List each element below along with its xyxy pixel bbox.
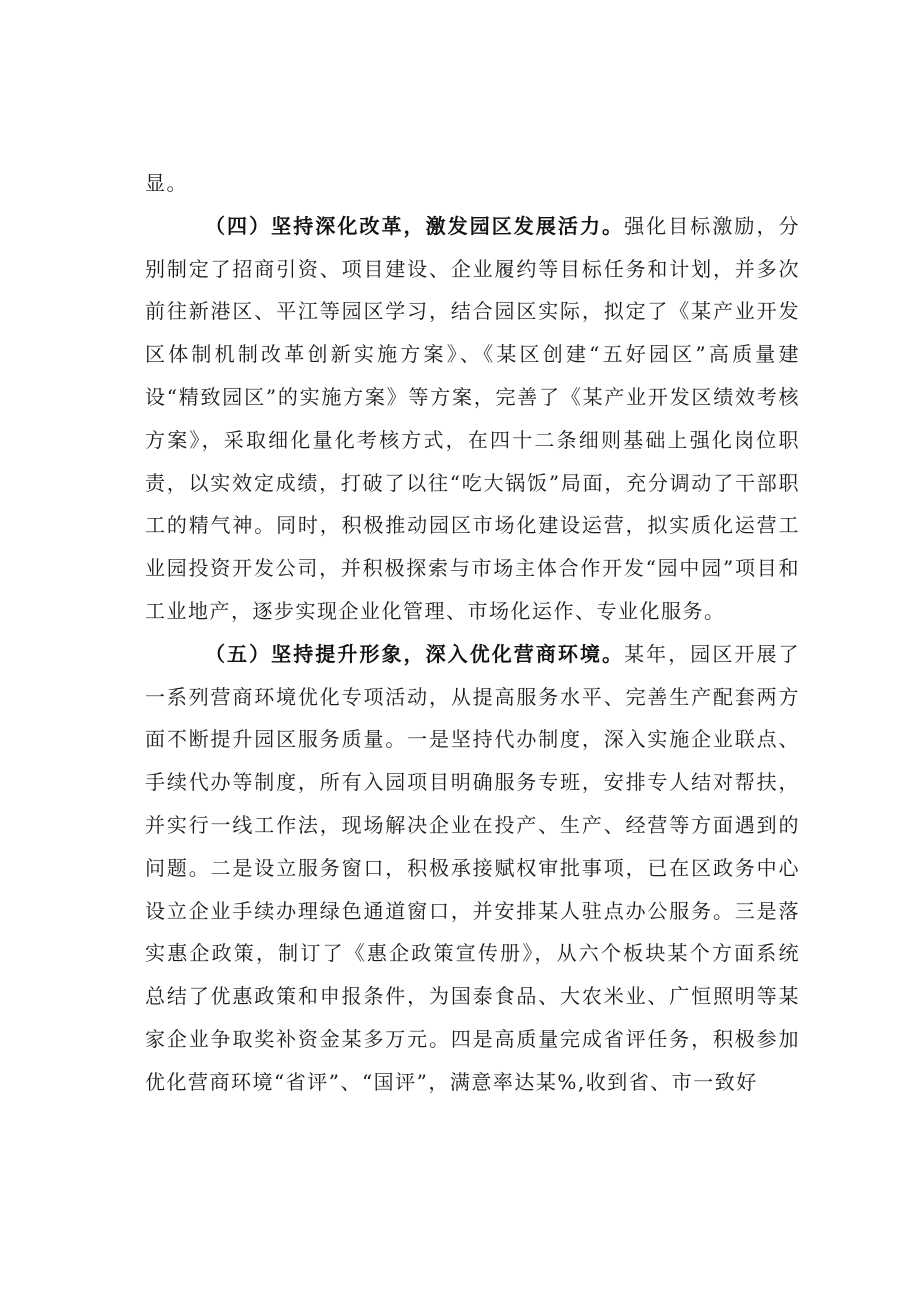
section-heading: （五）坚持提升形象，深入优化营商环境。: [205, 641, 625, 666]
section-heading: （四）坚持深化改革，激发园区发展活力。: [205, 213, 625, 238]
paragraph-text: 显。: [145, 171, 188, 195]
paragraph-section-4: [145, 205, 800, 633]
paragraph-section-5: [145, 633, 800, 1104]
paragraph-text: 某年，园区开展了一系列营商环境优化专项活动，从提高服务水平、完善生产配套两方面不断提升园区服务质量。一是坚持代办制度，深入实施企业联点、手续代办等制度，所有入园项目明确服务专班，安排专人结对帮扶，并实行一线工作法，现场解决企业在投产、生产、经营等方面遇到的问题。二是设立服务窗口，积极承接赋权审批事项，已在区政务中心设立企业手续办理绿色通道窗口，并安排某人驻点办公服务。三是落实惠企政策，制订了《惠企政策宣传册》，从六个板块某个方面系统总结了优惠政策和申报条件，为国泰食品、大农米业、广恒照明等某家企业争取奖补资金某多万元。四是高质量完成省评任务，积极参加优化营商环境“省评”、“国评”，满意率达某%,收到省、市一致好: [145, 641, 801, 1094]
paragraph-continuation: [145, 162, 800, 205]
document-body: [145, 162, 800, 1104]
paragraph-text: 强化目标激励，分别制定了招商引资、项目建设、企业履约等目标任务和计划，并多次前往新港区、平江等园区学习，结合园区实际，拟定了《某产业开发区体制机制改革创新实施方案》、《某区创建“五好园区”高质量建设“精致园区”的实施方案》等方案，完善了《某产业开发区绩效考核方案》，采取细化量化考核方式，在四十二条细则基础上强化岗位职责，以实效定成绩，打破了以往“吃大锅饭”局面，充分调动了干部职工的精气神。同时，积极推动园区市场化建设运营，拟实质化运营工业园投资开发公司，并积极探索与市场主体合作开发“园中园”项目和工业地产，逐步实现企业化管理、市场化运作、专业化服务。: [145, 213, 801, 623]
